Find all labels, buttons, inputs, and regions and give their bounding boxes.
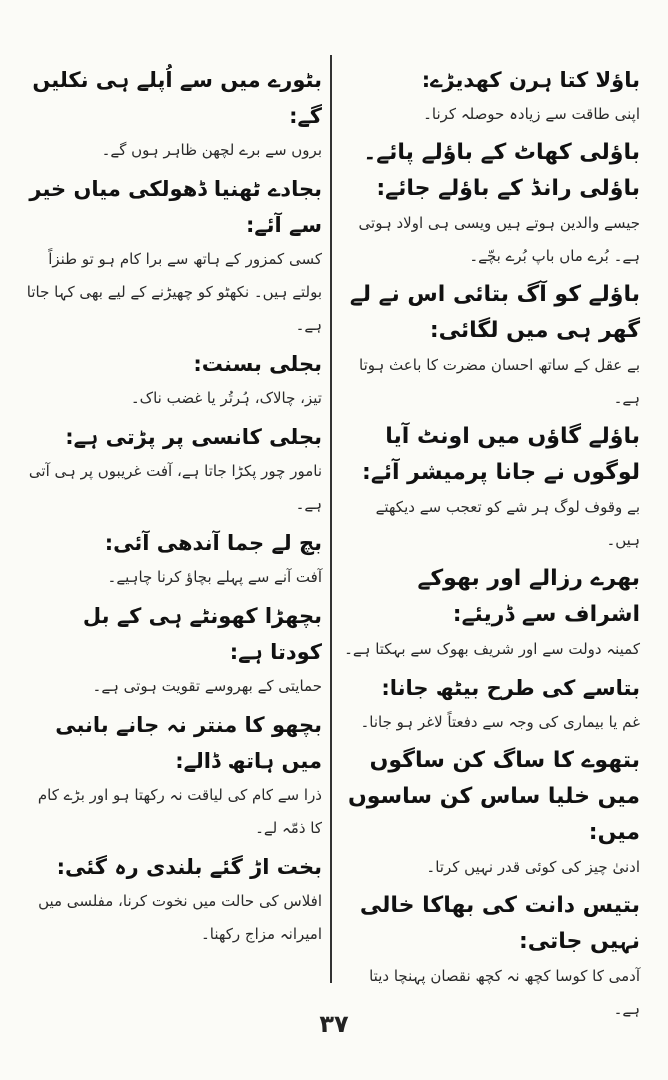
proverb-heading: باؤلے گاؤں میں اونٹ آیا لوگوں نے جانا پرمیشر آئے: [362,424,640,485]
proverb-meaning: نامور چور پکڑا جاتا ہے، آفت غریبوں پر ہی آتی ہے۔ [28,462,322,513]
proverb-meaning: کمینہ دولت سے اور شریف بھوک سے بہکتا ہے۔ [344,640,640,658]
proverb-meaning: آدمی کا کوسا کچھ نہ کچھ نقصان پہنچا دیتا ہے۔ [369,967,640,1018]
proverb-meaning: تیز، چالاک، ہُرتُر یا غضب ناک۔ [130,389,322,407]
proverb-entry [342,277,640,415]
proverb-heading: باؤلا کتا ہرن کھدیڑے: [421,68,640,92]
proverb-heading: بجلی کانسی پر پڑتی ہے: [65,425,322,449]
column-divider [330,55,332,983]
proverb-heading: بجادے ٹھنیا ڈھولکی میاں خیر سے آئے: [29,177,322,237]
proverb-entry [24,171,322,342]
proverb-entry [24,849,322,951]
proverb-heading: باؤلے کو آگ بتائی اس نے لے گھر ہی میں لگائی: [349,282,640,343]
proverb-heading: بخت اڑ گئے بلندی رہ گئی: [56,855,322,879]
proverb-heading: بھرے رزالے اور بھوکے اشراف سے ڈریئے: [417,566,640,627]
proverb-heading: بتھوے کا ساگ کن ساگوں میں خلیا ساس کن ساسوں میں: [347,748,640,845]
right-column [342,62,640,1030]
proverb-heading: بتیس دانت کی بھاکا خالی نہیں جاتی: [359,893,640,954]
proverb-heading: بٹورے میں سے اُپلے ہی نکلیں گے: [32,68,322,128]
proverb-entry [24,62,322,167]
proverb-entry [24,346,322,415]
left-column [24,62,322,955]
proverb-entry [24,419,322,521]
proverb-meaning: افلاس کی حالت میں نخوت کرنا، مفلسی میں امیرانہ مزاج رکھنا۔ [38,892,322,943]
proverb-heading: بچھو کا منتر نہ جانے بانبی میں ہاتھ ڈالے: [55,713,322,773]
proverb-heading: بچ لے جما آندھی آئی: [104,531,322,555]
proverb-meaning: جیسے والدین ہوتے ہیں ویسی ہی اولاد ہوتی ہے۔ بُرے ماں باپ بُرے بچّے۔ [358,214,640,265]
proverb-meaning: بے وقوف لوگ ہر شے کو تعجب سے دیکھتے ہیں۔ [375,498,640,549]
proverb-heading: بتاسے کی طرح بیٹھ جانا: [381,676,640,700]
proverb-heading: باؤلی کھاٹ کے باؤلے پائے۔ باؤلی رانڈ کے باؤلے جائے: [363,140,640,201]
proverb-meaning: کسی کمزور کے ہاتھ سے برا کام ہو تو طنزاً بولتے ہیں۔ نکھٹو کو چھیڑنے کے لیے بھی کہا جاتا ہے۔ [26,250,322,334]
proverb-heading: بچھڑا کھونٹے ہی کے بل کودتا ہے: [82,604,322,664]
proverb-meaning: بے عقل کے ساتھ احسان مضرت کا باعث ہوتا ہے۔ [359,356,640,407]
proverb-entry [342,135,640,273]
page-number: ۳۷ [319,1010,349,1038]
proverb-entry [342,743,640,884]
proverb-entry [342,670,640,739]
proverb-entry [342,888,640,1026]
proverb-meaning: آفت آنے سے پہلے بچاؤ کرنا چاہیے۔ [107,568,322,586]
proverb-entry [342,561,640,666]
proverb-entry [24,707,322,845]
proverb-meaning: ادنیٰ چیز کی کوئی قدر نہیں کرتا۔ [426,858,640,876]
proverb-entry [342,419,640,557]
proverb-meaning: اپنی طاقت سے زیادہ حوصلہ کرنا۔ [423,105,640,123]
proverb-heading: بجلی بسنت: [193,352,322,376]
proverb-meaning: غم یا بیماری کی وجہ سے دفعتاً لاغر ہو جانا۔ [360,713,640,731]
proverb-meaning: ذرا سے کام کی لیاقت نہ رکھتا ہو اور بڑے کام کا ذمّہ لے۔ [37,786,322,837]
proverb-entry [24,598,322,703]
proverb-meaning: حمایتی کے بھروسے تقویت ہوتی ہے۔ [92,677,322,695]
proverb-meaning: بروں سے برے لچھن ظاہر ہوں گے۔ [101,141,322,159]
proverb-entry [342,62,640,131]
proverb-entry [24,525,322,594]
